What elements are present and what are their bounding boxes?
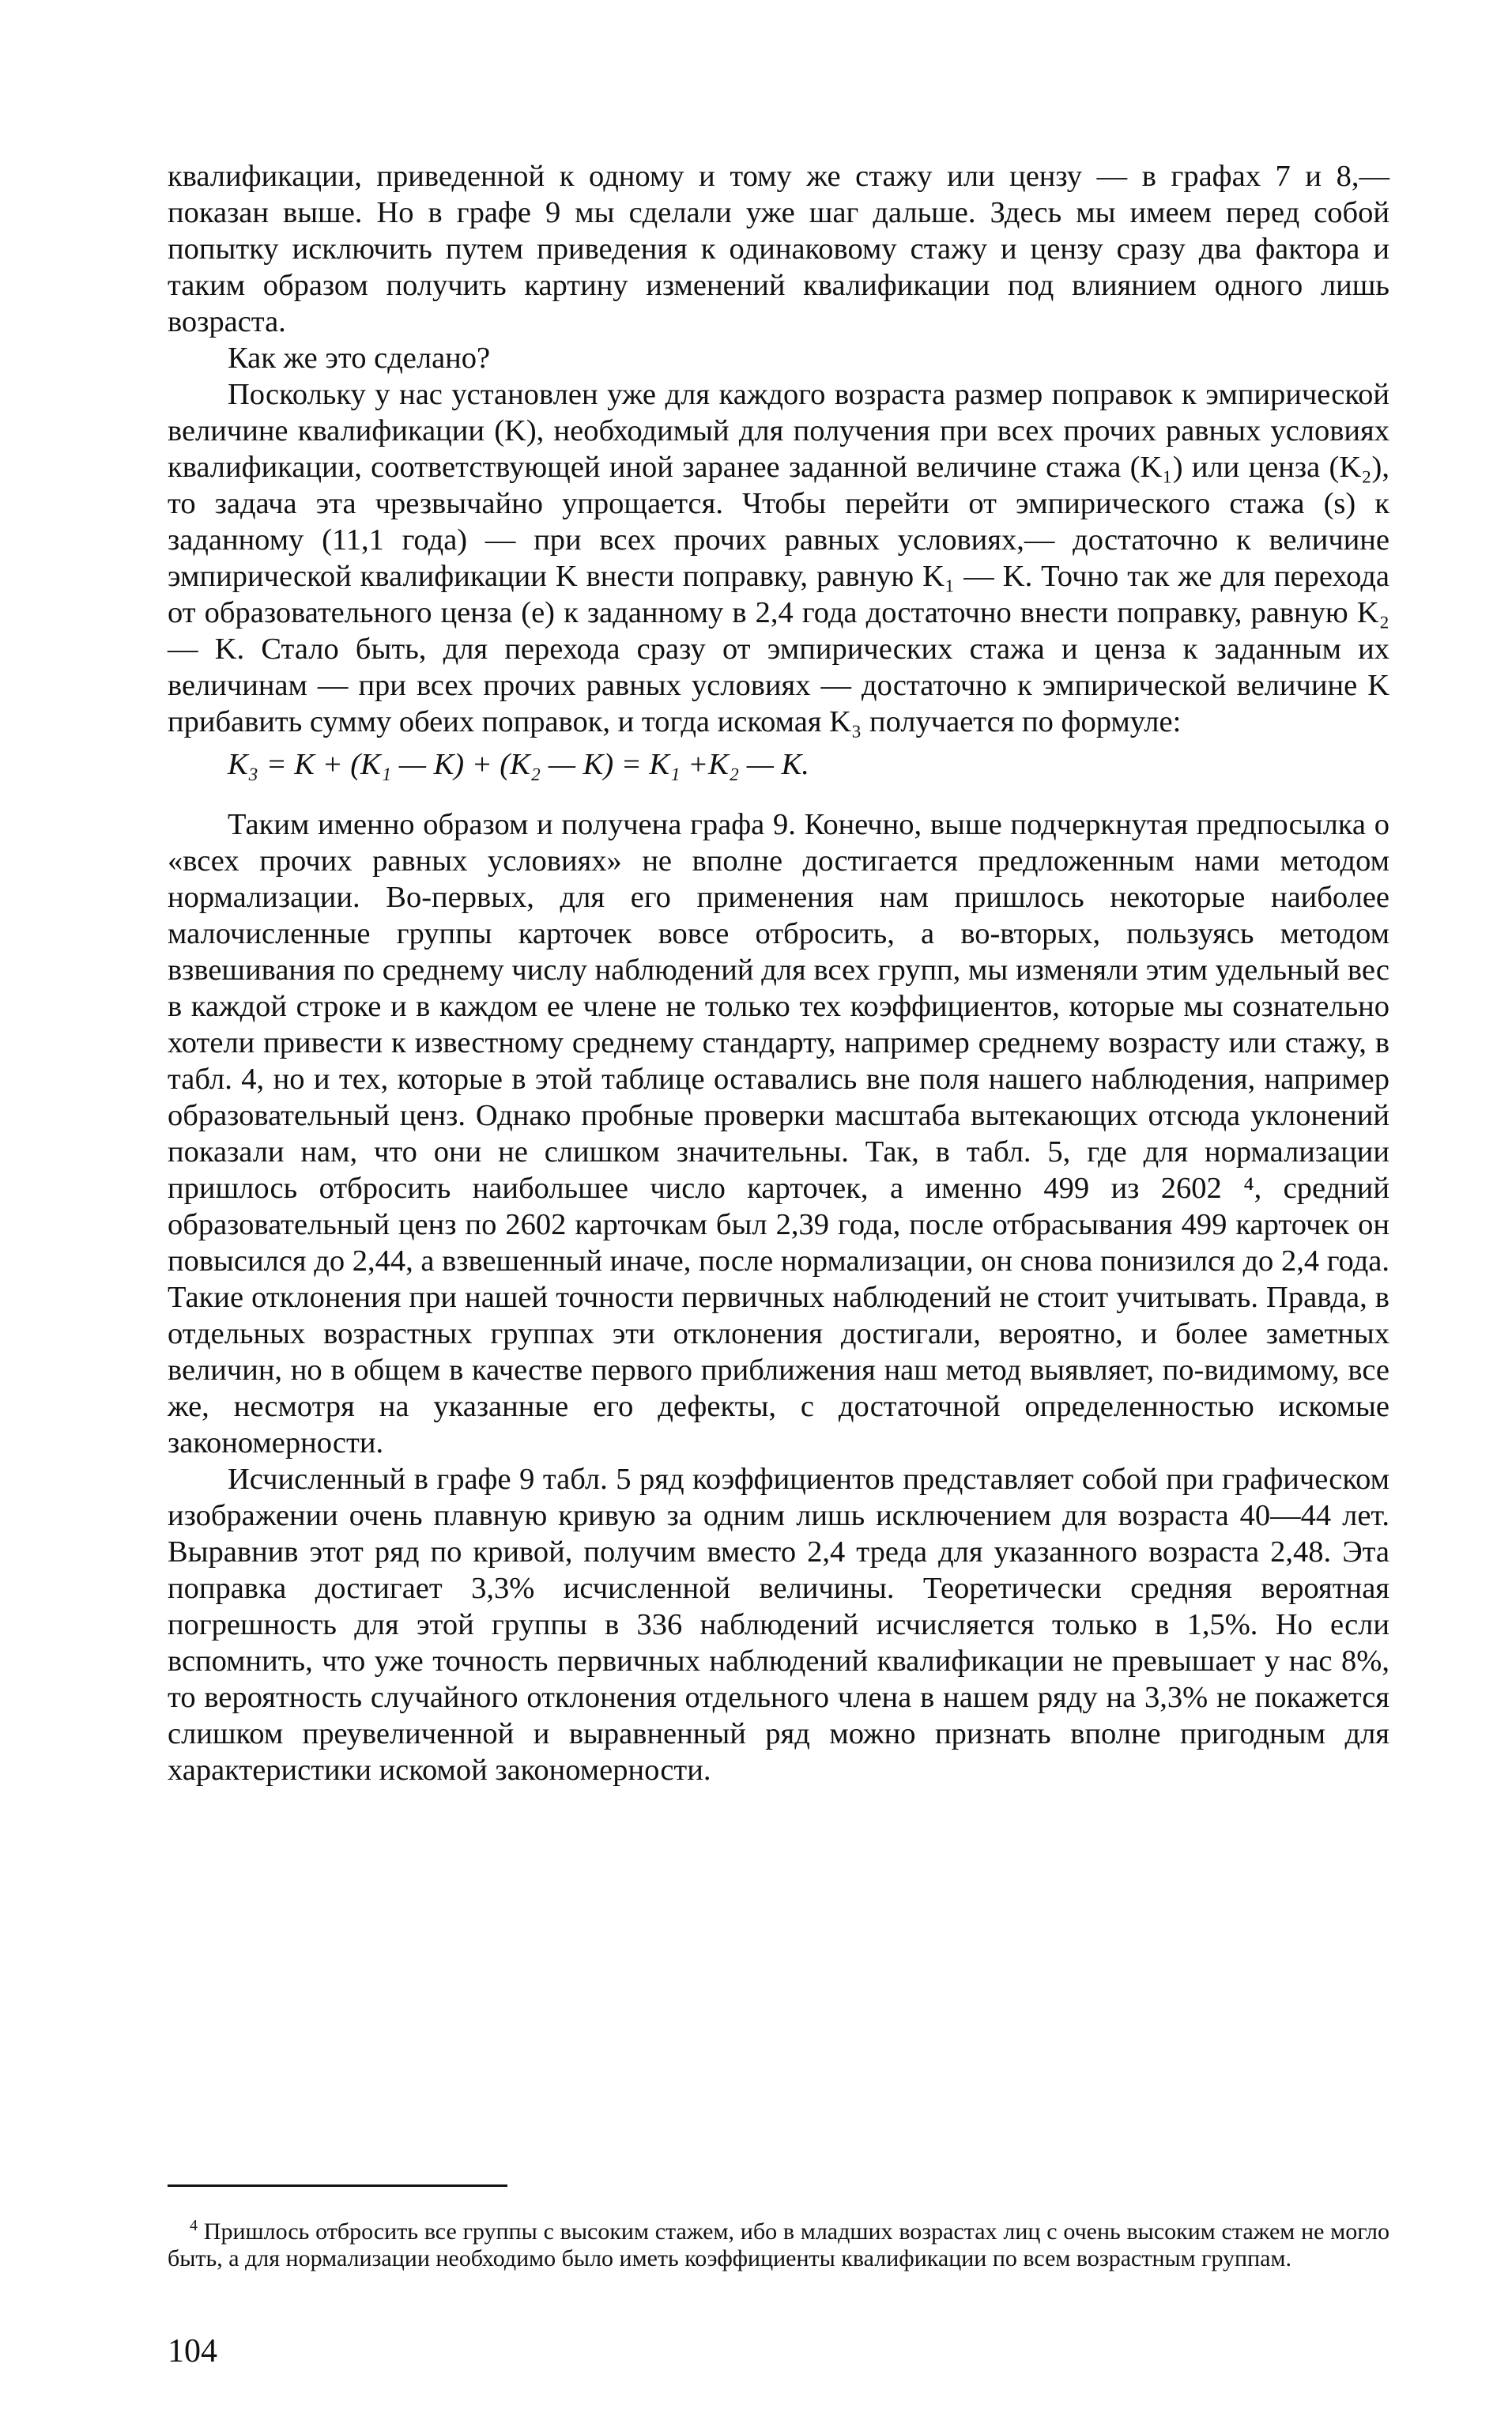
footnote-mark: 4 [190, 2217, 198, 2234]
footnote [168, 2218, 1389, 2272]
paragraph-4: Таким именно образом и получена графа 9. Конечно, выше подчеркнутая предпосылка о «всех прочих равных условиях» не вполне достигается предложенным нами методом нормализации. Во-первых, для его применения нам пришлось некоторые наиболее малочисленные группы карточек вовсе отбросить, а во-вторых, пользуясь методом взвешивания по среднему числу наблюдений для всех групп, мы изменяли этим удельный вес в каждой строке и в каждом ее члене не только тех коэффициентов, которые мы сознательно хотели привести к известному среднему стандарту, например среднему возрасту или стажу, в табл. 4, но и тех, которые в этой таблице оставались вне поля нашего наблюдения, например образовательный ценз. Однако пробные проверки масштаба вытекающих отсюда уклонений показали нам, что они не слишком значительны. Так, в табл. 5, где для нормализации пришлось отбросить наибольшее число карточек, а именно 499 из 2602 ⁴, средний образовательный ценз по 2602 карточкам был 2,39 года, после отбрасывания 499 карточек он повысился до 2,44, а взвешенный иначе, после нормализации, он снова понизился до 2,4 года. Такие отклонения при нашей точности первичных наблюдений не стоит учитывать. Правда, в отдельных возрастных группах эти отклонения достигали, вероятно, и более заметных величин, но в общем в качестве первого приближения наш метод выявляет, по-видимому, все же, несмотря на указанные его дефекты, с достаточной определенностью искомые закономерности. [168, 808, 1389, 1459]
page-number: 104 [168, 2333, 217, 2369]
footnote-text: Пришлось отбросить все группы с высоким стажем, ибо в младших возрастах лиц с очень высоким стажем не могло быть, а для нормализации необходимо было иметь коэффициенты квалификации по всем возрастным группам. [168, 2218, 1389, 2271]
formula: K₃ = K + (K₁ — K) + (K₂ — K) = K₁ +K₂ — K. [228, 748, 809, 781]
footnote-divider [168, 2184, 507, 2187]
paragraph-1: квалификации, приведенной к одному и тому же стажу или цензу — в графах 7 и 8,— показан выше. Но в графе 9 мы сделали уже шаг дальше. Здесь мы имеем перед собой попытку исключить путем приведения к одинаковому стажу и цензу сразу два фактора и таким образом получить картину изменений квалификации под влиянием одного лишь возраста. [168, 160, 1389, 338]
page-body [168, 158, 1389, 1788]
paragraph-2: Как же это сделано? [228, 342, 491, 375]
paragraph-3: Поскольку у нас установлен уже для каждого возраста размер поправок к эмпирической величине квалификации (K), необходимый для получения при всех прочих равных условиях квалификации, соответствующей иной заранее заданной величине стажа (K₁) или ценза (K₂), то задача эта чрезвычайно упрощается. Чтобы перейти от эмпирического стажа (s) к заданному (11,1 года) — при всех прочих равных условиях,— достаточно к величине эмпирической квалификации K внести поправку, равную K₁ — K. Точно так же для перехода от образовательного ценза (e) к заданному в 2,4 года достаточно внести поправку, равную K₂ — K. Стало быть, для перехода сразу от эмпирических стажа и ценза к заданным их величинам — при всех прочих равных условиях — достаточно к эмпирической величине K прибавить сумму обеих поправок, и тогда искомая K₃ получается по формуле: [168, 378, 1389, 738]
paragraph-5: Исчисленный в графе 9 табл. 5 ряд коэффициентов представляет собой при графическом изображении очень плавную кривую за одним лишь исключением для возраста 40—44 лет. Выравнив этот ряд по кривой, получим вместо 2,4 треда для указанного возраста 2,48. Эта поправка достигает 3,3% исчисленной величины. Теоретически средняя вероятная погрешность для этой группы в 336 наблюдений исчисляется только в 1,5%. Но если вспомнить, что уже точность первичных наблюдений квалификации не превышает у нас 8%, то вероятность случайного отклонения отдельного члена в нашем ряду на 3,3% не покажется слишком преувеличенной и выравненный ряд можно признать вполне пригодным для характеристики искомой закономерности. [168, 1463, 1389, 1787]
